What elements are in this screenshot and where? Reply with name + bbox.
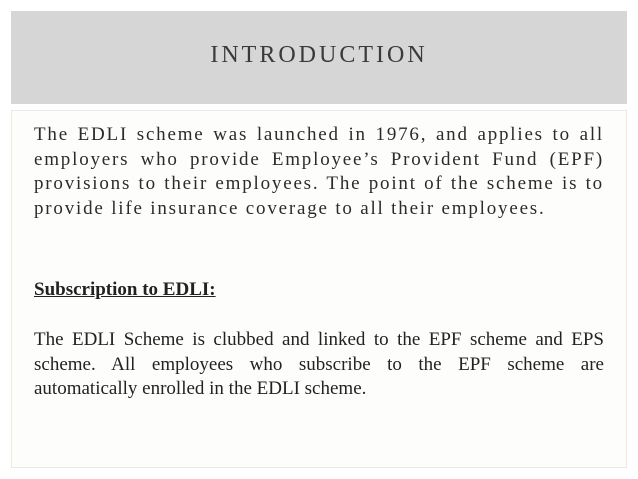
- slide-title: INTRODUCTION: [210, 42, 428, 68]
- subscription-paragraph: The EDLI Scheme is clubbed and linked to the EPF scheme and EPS scheme. All employees who subscribe to the EPF scheme are automatically enrolled in the EDLI scheme.: [34, 329, 604, 399]
- subscription-heading: Subscription to EDLI:: [34, 279, 216, 300]
- intro-paragraph: The EDLI scheme was launched in 1976, and applies to all employers who provide Employee’s Provident Fund (EPF) provisions to their employees. The point of the scheme is to provide life insurance coverage to all their employees.: [34, 124, 604, 219]
